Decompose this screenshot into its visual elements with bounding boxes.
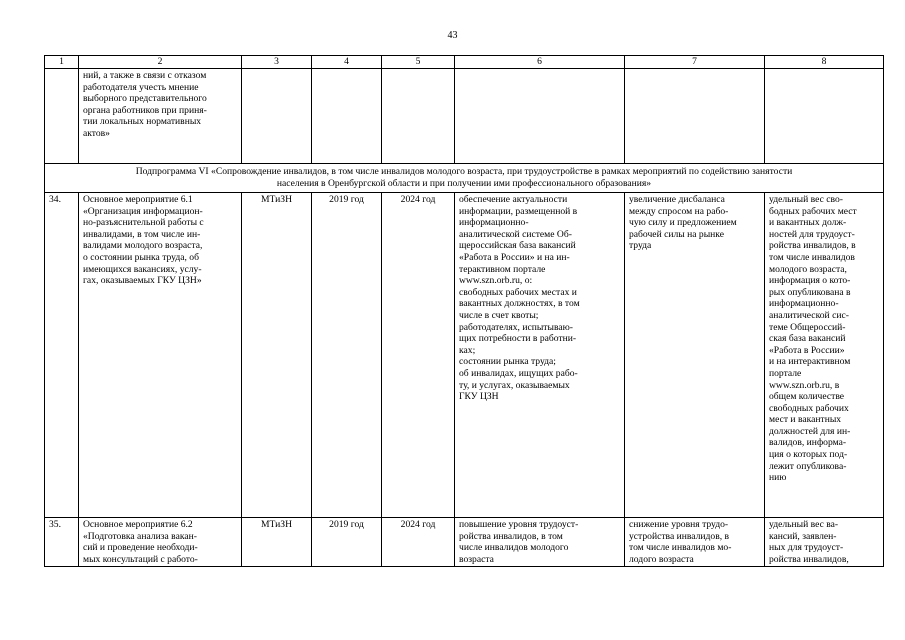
cell-name: Основное мероприятие 6.2 «Подготовка анализа вакан- сий и проведение необходи- мых консультаций с работо- — [79, 518, 242, 567]
table-row — [45, 69, 884, 164]
cell-num: 34. — [45, 193, 79, 518]
cell-start: 2019 год — [312, 193, 382, 518]
cell-name: ний, а также в связи с отказом работодателя учесть мнение выборного представительного органа работников при приня- тии локальных нормативных актов» — [79, 69, 242, 164]
cell-result — [455, 69, 625, 164]
cell-executor — [242, 69, 312, 164]
cell-indicator: удельный вес ва- кансий, заявлен- ных для трудоуст- ройства инвалидов, — [765, 518, 884, 567]
cell-num — [45, 69, 79, 164]
cell-start — [312, 69, 382, 164]
subprogram-row — [45, 164, 884, 193]
header-cell: 4 — [312, 56, 382, 69]
header-row — [45, 56, 884, 69]
header-cell: 6 — [455, 56, 625, 69]
cell-start: 2019 год — [312, 518, 382, 567]
header-cell: 5 — [382, 56, 455, 69]
cell-indicator: удельный вес сво- бодных рабочих мест и вакантных долж- ностей для трудоуст- ройства инвалидов, в том числе инвалидов молодого возраста, информация о кото- рых опубликована в информационно- аналитической сис- теме Общероссий- ская база вакансий «Работа в России» и на интерактивном портале www.szn.orb.ru, в общем количестве свободных рабочих мест и вакантных должностей для ин- валидов, информа- ция о которых под- лежит опубликова- нию — [765, 193, 884, 518]
cell-executor: МТиЗН — [242, 193, 312, 518]
header-cell: 3 — [242, 56, 312, 69]
header-cell: 1 — [45, 56, 79, 69]
header-cell: 8 — [765, 56, 884, 69]
cell-name: Основное мероприятие 6.1 «Организация информацион- но-разъяснительной работы с инвалидами, в том числе ин- валидами молодого возраста, о состоянии рынка труда, об имеющихся вакансиях, услу- гах, оказываемых ГКУ ЦЗН» — [79, 193, 242, 518]
cell-indicator — [765, 69, 884, 164]
header-cell: 7 — [625, 56, 765, 69]
subprogram-title: Подпрограмма VI «Сопровождение инвалидов, в том числе инвалидов молодого возраста, при трудоустройстве в рамках мероприятий по содействию занятости населения в Оренбургской области и при получении ими профессионального образования» — [45, 164, 884, 193]
cell-consequence: снижение уровня трудо- устройства инвалидов, в том числе инвалидов мо- лодого возраста — [625, 518, 765, 567]
table-row — [45, 518, 884, 567]
page-number: 43 — [447, 30, 458, 41]
cell-consequence: увеличение дисбаланса между спросом на рабо- чую силу и предложением рабочей силы на рынке труда — [625, 193, 765, 518]
cell-num: 35. — [45, 518, 79, 567]
cell-end: 2024 год — [382, 518, 455, 567]
table-row — [45, 193, 884, 518]
cell-end: 2024 год — [382, 193, 455, 518]
header-cell: 2 — [79, 56, 242, 69]
program-table — [44, 55, 884, 567]
cell-end — [382, 69, 455, 164]
cell-executor: МТиЗН — [242, 518, 312, 567]
cell-result: повышение уровня трудоуст- ройства инвалидов, в том числе инвалидов молодого возраста — [455, 518, 625, 567]
cell-result: обеспечение актуальности информации, размещенной в информационно- аналитической системе Об- щероссийская база вакансий «Работа в России» и на ин- терактивном портале www.szn.orb.ru, о: свободных рабочих местах и вакантных должностях, в том числе в счет квоты; работодателях, испытываю- щих потребности в работни- ках; состоянии рынка труда; об инвалидах, ищущих рабо- ту, и услугах, оказываемых ГКУ ЦЗН — [455, 193, 625, 518]
cell-consequence — [625, 69, 765, 164]
